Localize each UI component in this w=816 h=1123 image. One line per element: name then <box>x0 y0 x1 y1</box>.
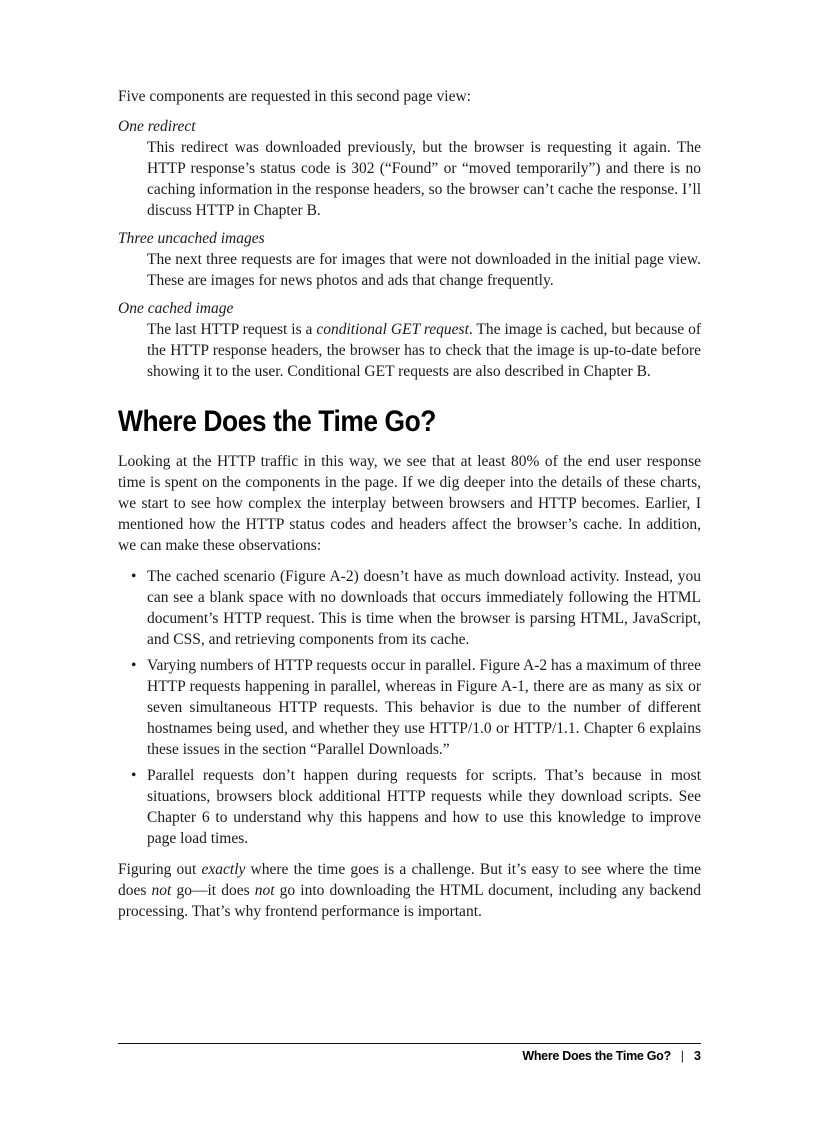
italic-emphasis: not <box>151 882 172 899</box>
text-segment: where the time goes is a challenge. But it’s easy to see where the time does <box>118 861 702 899</box>
definition-description-one-redirect: This redirect was downloaded previously, but the browser is requesting it again. The HTTP response’s status code is 302 (“Found” or “moved temporarily”) and there is no caching information in the response headers, so the browser can’t cache the response. I’ll discuss HTTP in Chapter B. <box>147 139 701 219</box>
text-segment: go into downloading the HTML document, including any backend processing. That’s why frontend performance is important. <box>118 882 701 920</box>
lead-paragraph: Looking at the HTTP traffic in this way, we see that at least 80% of the end user response time is spent on the components in the page. If we dig deeper into the details of these charts, we start to see how complex the interplay between browsers and HTTP becomes. Earlier, I mentioned how the HTTP status codes and headers affect the browser’s cache. In addition, we can make these observations: <box>118 453 701 554</box>
definition-term-one-redirect: One redirect <box>118 118 196 135</box>
page-footer <box>118 1048 701 1064</box>
bullet-icon: • <box>131 767 137 784</box>
list-item-parallel-requests <box>131 655 701 760</box>
component-definition-list <box>118 116 701 382</box>
observations-list <box>118 566 701 849</box>
italic-emphasis: exactly <box>201 861 246 878</box>
list-item-text: Varying numbers of HTTP requests occur in parallel. Figure A-2 has a maximum of three HTTP requests happening in parallel, whereas in Figure A-1, there are as many as six or seven simultaneous HTTP requests. This behavior is due to the number of different hostnames being used, and whether they use HTTP/1.0 or HTTP/1.1. Chapter 6 explains these issues in the section “Parallel Downloads.” <box>147 657 701 758</box>
footer-separator: | <box>680 1049 685 1063</box>
section-heading: Where Does the Time Go? <box>118 405 436 438</box>
definition-term-one-cached-image: One cached image <box>118 300 234 317</box>
text-segment: Figuring out <box>118 861 202 878</box>
closing-paragraph <box>118 859 701 922</box>
definition-description-one-cached-image <box>147 319 701 382</box>
list-item-text: The cached scenario (Figure A-2) doesn’t have as much download activity. Instead, you can see a blank space with no downloads that occurs immediately following the HTML document’s HTTP request. This is time when the browser is parsing HTML, JavaScript, and CSS, and retrieving components from its cache. <box>147 568 701 648</box>
intro-paragraph: Five components are requested in this second page view: <box>118 88 471 105</box>
footer-rule <box>118 1043 701 1044</box>
italic-emphasis: conditional GET request <box>316 321 469 338</box>
bullet-icon: • <box>131 568 137 585</box>
definition-term-three-uncached-images: Three uncached images <box>118 230 265 247</box>
footer-section-title: Where Does the Time Go? <box>522 1049 671 1063</box>
list-item-script-blocking <box>131 765 701 849</box>
footer-page-number: 3 <box>694 1049 701 1063</box>
text-segment: The last HTTP request is a <box>147 321 317 338</box>
italic-emphasis: not <box>254 882 275 899</box>
bullet-icon: • <box>131 657 137 674</box>
text-segment: go—it does <box>171 882 255 899</box>
page-content <box>118 86 701 922</box>
text-segment: . The image is cached, but because of the HTTP response headers, the browser has to check that the image is up-to-date before showing it to the user. Conditional GET requests are also described in Chapter B. <box>147 321 701 380</box>
definition-description-three-uncached-images: The next three requests are for images that were not downloaded in the initial page view. These are images for news photos and ads that change frequently. <box>147 251 701 289</box>
list-item-cached-scenario <box>131 566 701 650</box>
list-item-text: Parallel requests don’t happen during requests for scripts. That’s because in most situations, browsers block additional HTTP requests while they download scripts. See Chapter 6 to understand why this happens and how to use this knowledge to improve page load times. <box>147 767 701 847</box>
